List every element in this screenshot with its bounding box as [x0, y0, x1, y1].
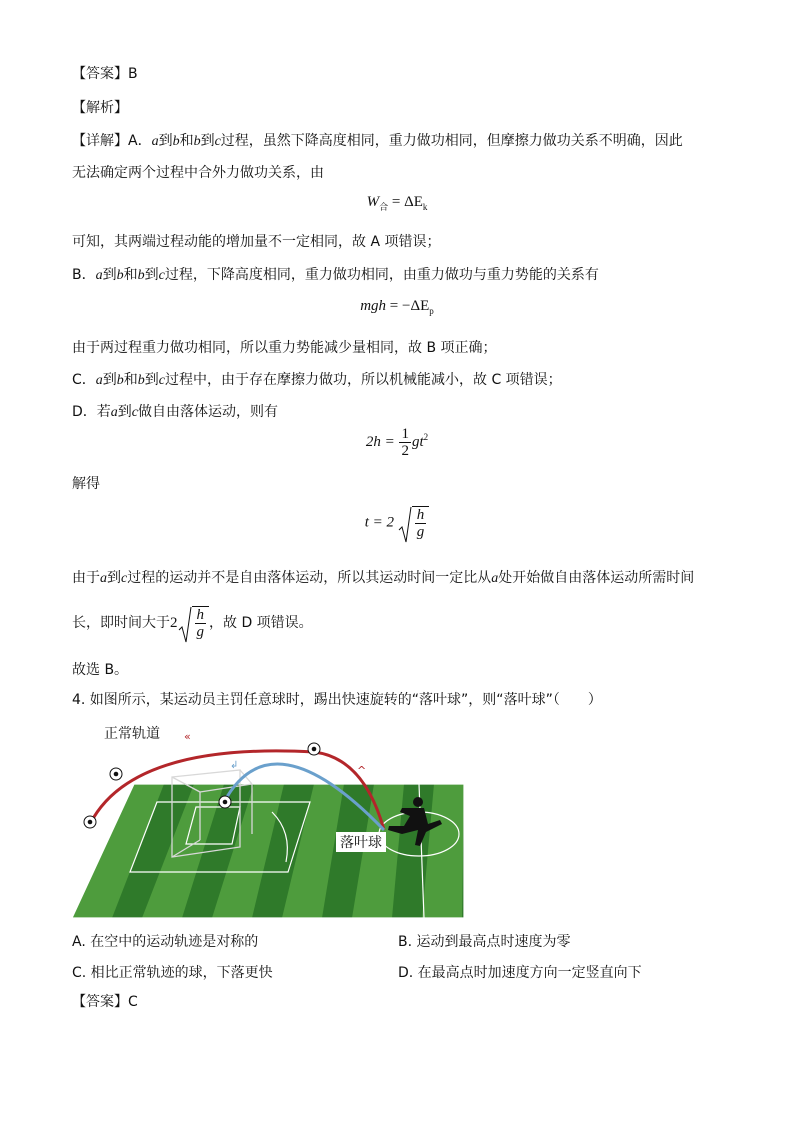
soccer-field-diagram: [72, 722, 464, 918]
answer-tag: 【答案】: [72, 994, 128, 1010]
sqrt: [398, 506, 430, 540]
detail-line-d3: [72, 568, 694, 589]
detail-line-b2: 由于两过程重力做功相同，所以重力势能减少量相同，故 B 项正确；: [72, 340, 497, 356]
option-a-prefix: A．: [128, 133, 152, 149]
option-b[interactable]: B. 运动到最高点时速度为零: [398, 934, 571, 950]
fraction: [415, 507, 427, 540]
frac-num: h: [416, 507, 425, 523]
ball-icon: [110, 768, 122, 780]
text: 到: [102, 372, 117, 388]
var-b: b: [193, 134, 201, 149]
answer-value: B: [128, 66, 138, 82]
var-c: c: [121, 571, 128, 586]
text: 和: [179, 133, 194, 149]
text: 到: [144, 372, 159, 388]
option-d[interactable]: D. 在最高点时加速度方向一定竖直向下: [398, 965, 642, 981]
text: 到: [158, 133, 173, 149]
detail-line-a1: [72, 131, 683, 152]
eq-lhs: t = 2: [364, 514, 395, 531]
equation-time: [0, 506, 794, 540]
detail-line-d1: [72, 402, 278, 423]
eq-coef: 2: [170, 615, 178, 631]
var-a: a: [95, 268, 103, 283]
ball-icon: [308, 743, 320, 755]
var-b: b: [137, 268, 145, 283]
text: 由于: [72, 570, 100, 586]
fraction: [399, 426, 411, 459]
equation-potential: [0, 298, 794, 316]
text: 过程中，由于存在摩擦力做功，所以机械能减小，故 C 项错误；: [165, 372, 562, 388]
var-c: c: [131, 405, 138, 420]
answer-value: C: [128, 994, 138, 1010]
var-a: a: [151, 134, 159, 149]
var-b: b: [137, 373, 145, 388]
figure-leaf-ball: [72, 722, 464, 922]
option-a[interactable]: A. 在空中的运动轨迹是对称的: [72, 934, 259, 950]
detail-line-b1: [72, 265, 599, 286]
var-a: a: [110, 405, 118, 420]
var-b: b: [116, 373, 124, 388]
frac-num: 1: [401, 426, 409, 442]
normal-trajectory-label: 正常轨道: [104, 726, 160, 742]
arrow-icon: «: [184, 730, 191, 743]
text: 做自由落体运动，则有: [138, 404, 278, 420]
question-4-stem: 4. 如图所示，某运动员主罚任意球时，踢出快速旋转的“落叶球”，则“落叶球”（ ）: [72, 692, 602, 708]
text: 到: [107, 570, 121, 586]
sqrt-sign-icon: [398, 506, 412, 544]
eq-rhs-sub: k: [422, 202, 428, 212]
answer-tag: 【答案】: [72, 66, 128, 82]
eq-lhs: 2h =: [365, 433, 395, 450]
var-a: a: [100, 571, 107, 586]
field-grass: [72, 784, 464, 918]
option-c[interactable]: C. 相比正常轨迹的球，下落更快: [72, 965, 273, 981]
detail-tag: 【详解】: [72, 133, 128, 149]
var-a: a: [491, 571, 499, 586]
option-b-prefix: B．: [72, 267, 96, 283]
analysis-tag: 【解析】: [72, 100, 128, 116]
text: 和: [123, 267, 138, 283]
choose-line: 故选 B。: [72, 662, 129, 678]
eq-rhs-sub: p: [429, 306, 434, 316]
text: 到: [200, 133, 215, 149]
eq-rhs: gt: [411, 433, 424, 450]
var-b: b: [172, 134, 180, 149]
text: ，故 D 项错误。: [209, 615, 313, 631]
answer-4-line: [72, 992, 138, 1012]
arrow-icon: ↲: [230, 760, 239, 771]
frac-den: 2: [401, 443, 409, 459]
var-c: c: [214, 134, 221, 149]
detail-line-a2: 无法确定两个过程中合外力做功关系，由: [72, 165, 324, 181]
option-c-prefix: C．: [72, 372, 96, 388]
text: 到: [117, 404, 132, 420]
sqrt: [178, 606, 210, 640]
text: 处开始做自由落体运动所需时间: [498, 570, 695, 586]
ball-icon: [84, 816, 96, 828]
var-b: b: [116, 268, 124, 283]
var-a: a: [95, 373, 103, 388]
text: 到: [144, 267, 159, 283]
text: 和: [123, 372, 138, 388]
text: 过程，下降高度相同，重力做功相同，由重力做功与重力势能的关系有: [164, 267, 599, 283]
text: 过程，虽然下降高度相同，重力做功相同，但摩擦力做功关系不明确，因此: [220, 133, 683, 149]
eq-lhs: mgh: [360, 298, 387, 314]
eq-rhs: = −ΔE: [389, 298, 430, 314]
equation-work-energy: [0, 194, 794, 213]
solve-label: 解得: [72, 476, 100, 492]
eq-w-sub: 合: [379, 202, 389, 212]
text: 长，即时间大于: [72, 615, 170, 631]
fraction: [195, 607, 207, 640]
eq-sup: 2: [423, 431, 429, 442]
leaf-ball-label: 落叶球: [340, 835, 382, 851]
var-c: c: [158, 268, 165, 283]
frac-den: g: [416, 524, 425, 540]
arrow-icon: ^: [357, 764, 367, 777]
answer-line: [72, 64, 138, 84]
option-d-prefix: D．若: [72, 404, 111, 420]
text: 过程的运动并不是自由落体运动，所以其运动时间一定比从: [127, 570, 492, 586]
detail-line-d4: [72, 606, 313, 640]
equation-free-fall: [0, 426, 794, 459]
var-c: c: [158, 373, 165, 388]
ball-icon: [219, 796, 231, 808]
eq-w: W: [366, 194, 380, 210]
detail-line-c1: [72, 370, 562, 391]
text: 到: [102, 267, 117, 283]
eq-rhs: = ΔE: [391, 194, 423, 210]
sqrt-sign-icon: [178, 606, 192, 644]
detail-line-a3: 可知，其两端过程动能的增加量不一定相同，故 A 项错误；: [72, 234, 441, 250]
frac-num: h: [196, 607, 204, 623]
frac-den: g: [196, 624, 204, 640]
